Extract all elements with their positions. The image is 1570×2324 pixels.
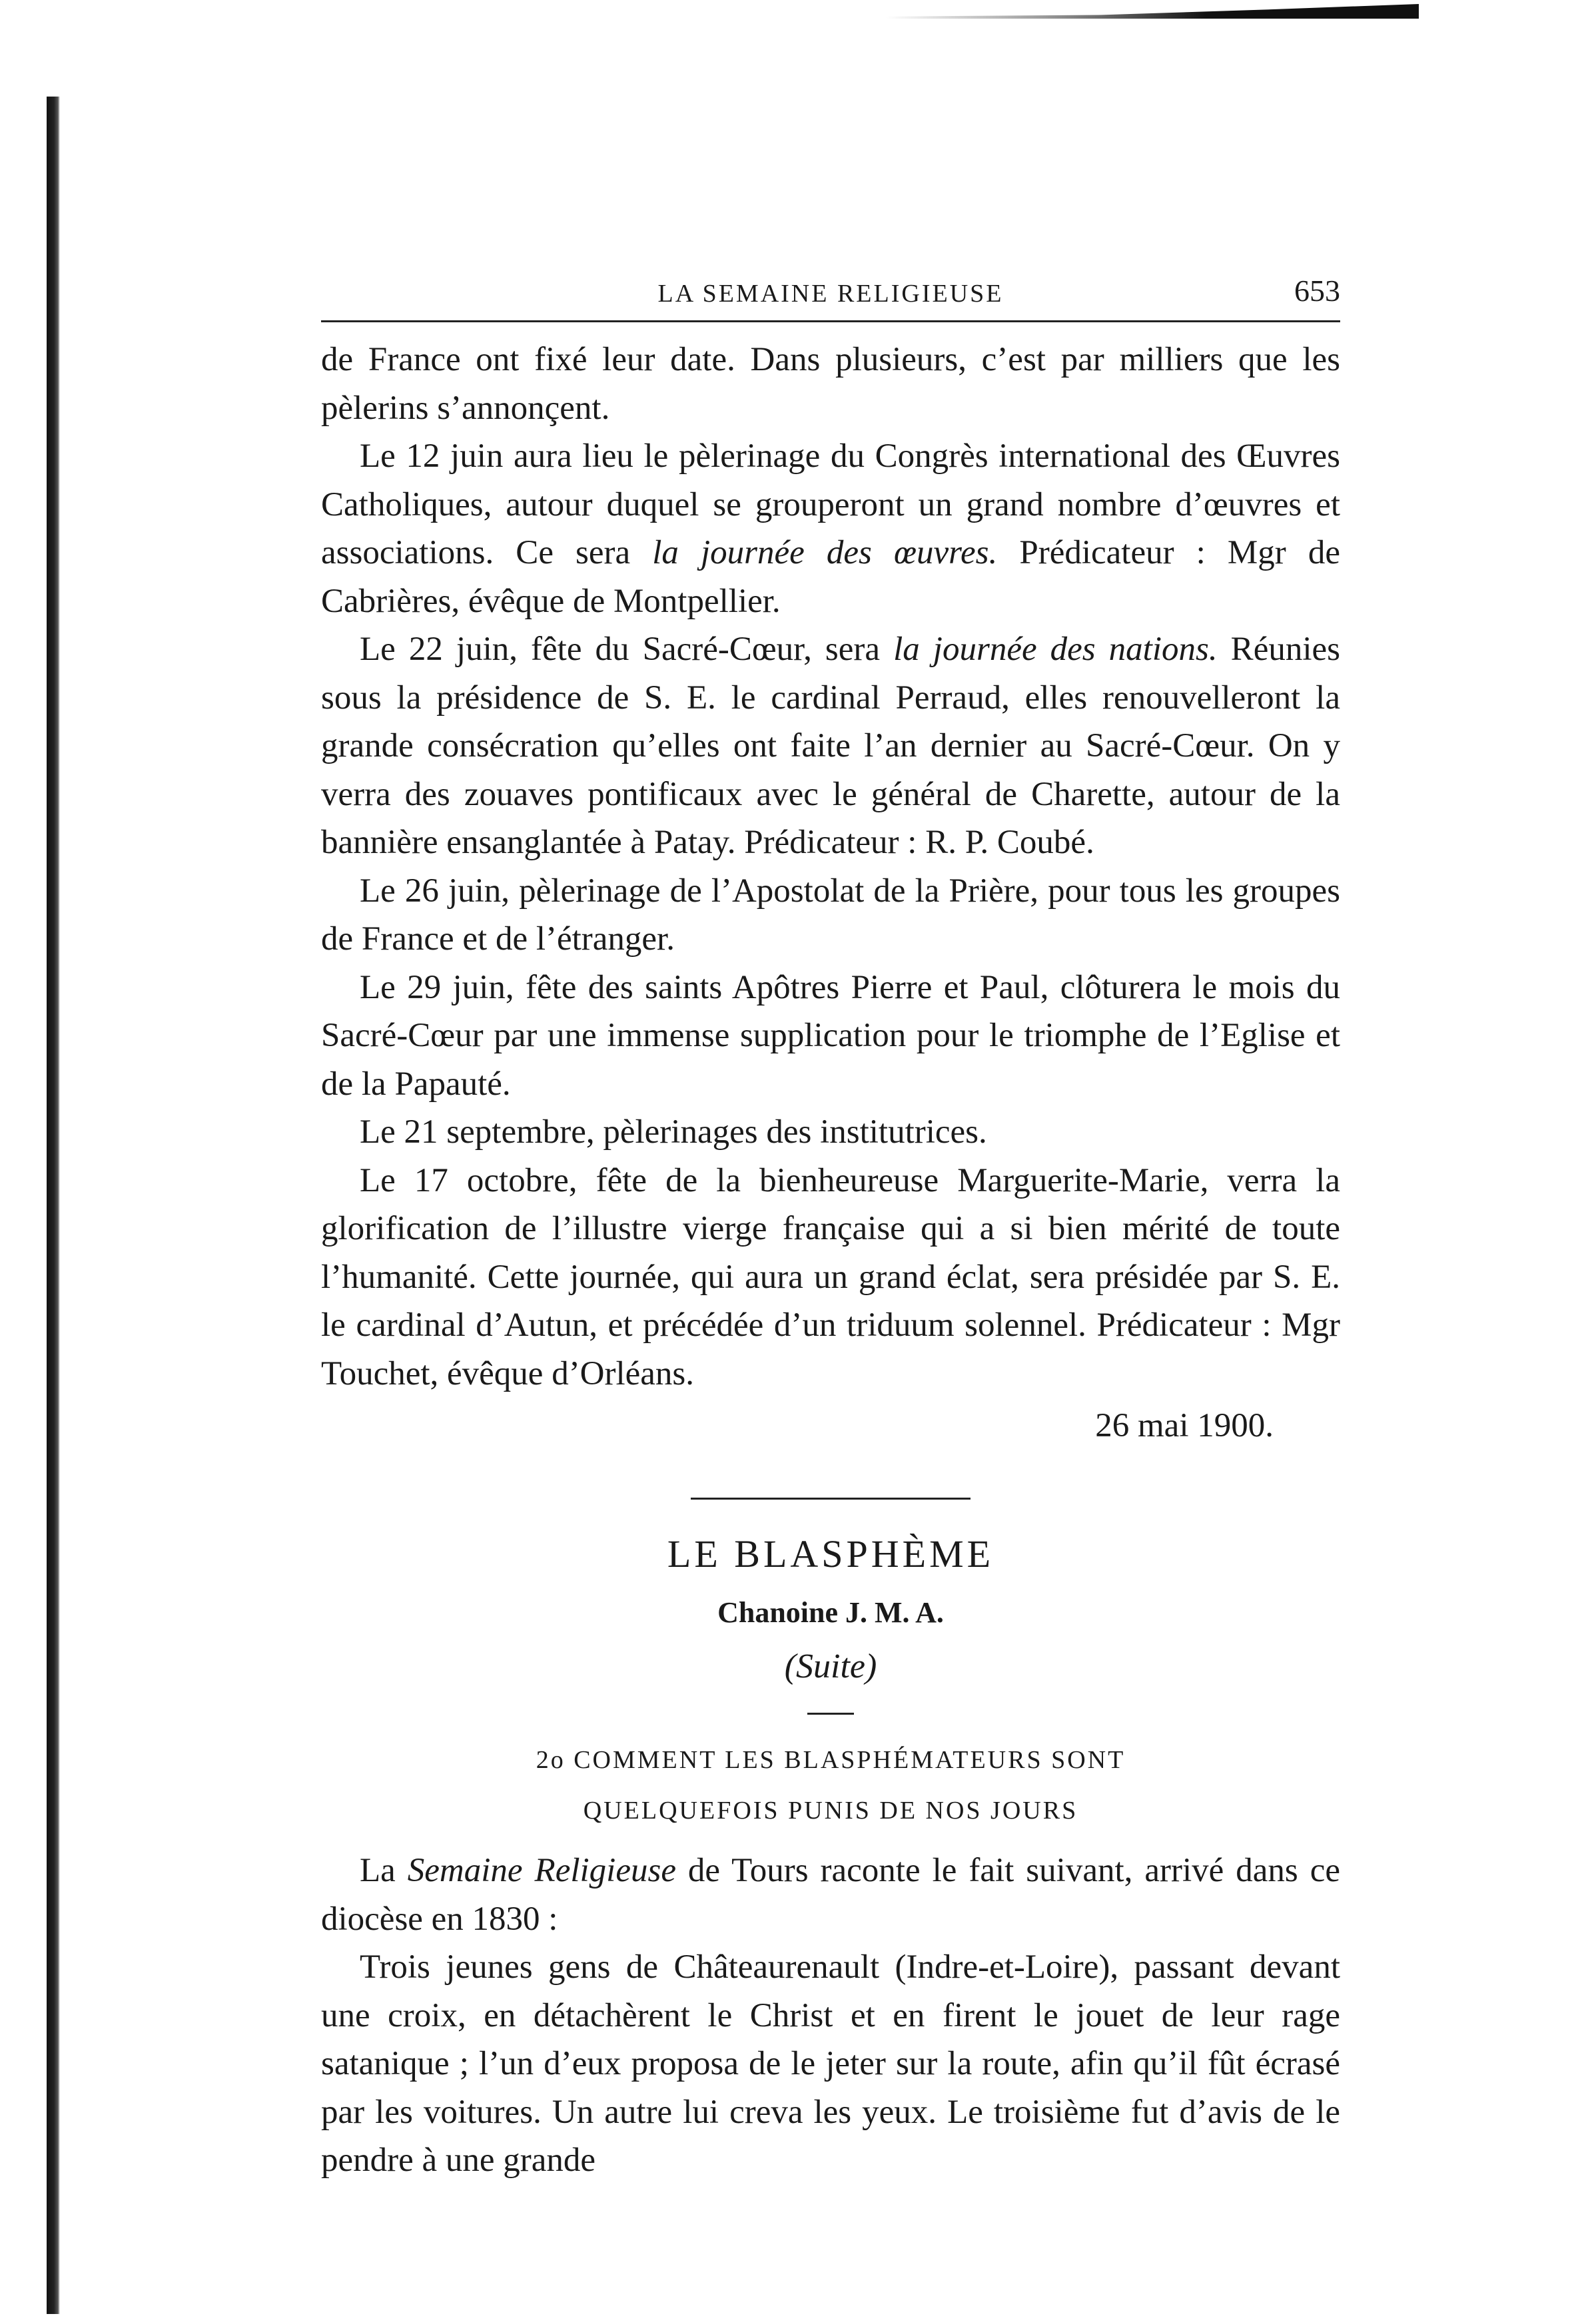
italic-text: la journée des œuvres. (652, 534, 998, 571)
article-title: LE BLASPHÈME (667, 1532, 994, 1576)
paragraph (321, 1943, 1340, 2185)
section-divider (691, 1498, 971, 1500)
text-run: Le 12 juin aura lieu le pèlerinage du Congrès international des Œuvres Catholiques, autour duquel se grouperont un grand nombre d’œuvres et associations. Ce sera (321, 437, 1340, 571)
text-run: de Tours raconte le fait suivant, arrivé dans ce diocèse en 1830 : (321, 1852, 1340, 1938)
text-run: Le 17 octobre, fête de la bienheureuse Marguerite-Marie, verra la glorification de l’illustre vierge française qui a si bien mérité de toute l’humanité. Cette journée, qui aura un grand éclat, sera présidée par S. E. le cardinal d’Autun, et précédée d’un triduum solennel. Prédicateur : Mgr Touchet, évêque d’Orléans. (321, 1161, 1340, 1392)
text-run: La (360, 1852, 408, 1889)
paragraph (321, 336, 1340, 432)
scan-edge-top (886, 4, 1419, 19)
subheading-line-1: 2o COMMENT LES BLASPHÉMATEURS SONT (536, 1746, 1126, 1774)
date-line: 26 mai 1900. (1095, 1407, 1274, 1444)
running-head: LA SEMAINE RELIGIEUSE (657, 280, 1004, 308)
text-run: Le 26 juin, pèlerinage de l’Apostolat de la Prière, pour tous les groupes de France et de l’étranger. (321, 872, 1340, 958)
short-divider (807, 1713, 854, 1715)
text-run: Le 21 septembre, pèlerinages des institutrices. (360, 1113, 987, 1151)
announcement-text (321, 336, 1340, 1398)
article-text (321, 1847, 1340, 2185)
scan-edge-left (47, 97, 60, 2314)
paragraph (321, 1108, 1340, 1157)
page-header (321, 263, 1340, 308)
text-run: de France ont fixé leur date. Dans plusieurs, c’est par milliers que les pèlerins s’annonçent. (321, 341, 1340, 427)
book-page (321, 263, 1340, 2301)
paragraph (321, 1157, 1340, 1398)
paragraph (321, 432, 1340, 625)
text-run: Réunies sous la présidence de S. E. le cardinal Perraud, elles renouvelleront la grande consécration qu’elles ont faite l’an dernier au Sacré-Cœur. On y verra des zouaves pontificaux avec le général de Charette, autour de la bannière ensanglantée à Patay. Prédicateur : R. P. Coubé. (321, 631, 1340, 861)
paragraph (321, 625, 1340, 867)
article-author: Chanoine J. M. A. (717, 1596, 944, 1629)
paragraph (321, 1847, 1340, 1943)
article-continuation: (Suite) (784, 1647, 877, 1685)
italic-text: la journée des nations. (893, 631, 1218, 668)
paragraph (321, 867, 1340, 964)
italic-text: Semaine Religieuse (407, 1852, 676, 1889)
page-number: 653 (1294, 274, 1340, 308)
header-rule (321, 320, 1340, 322)
text-run: Trois jeunes gens de Châteaurenault (Indre-et-Loire), passant devant une croix, en détachèrent le Christ et en firent le jouet de leur rage satanique ; l’un d’eux proposa de le jeter sur la route, afin qu’il fût écrasé par les voitures. Un autre lui creva les yeux. Le troisième fut d’avis de le pendre à une grande (321, 1948, 1340, 2179)
paragraph (321, 964, 1340, 1109)
text-run: Le 22 juin, fête du Sacré-Cœur, sera (360, 631, 894, 668)
text-run: Prédicateur : Mgr de Cabrières, évêque de Montpellier. (321, 534, 1340, 620)
subheading-line-2: QUELQUEFOIS PUNIS DE NOS JOURS (583, 1797, 1078, 1825)
text-run: Le 29 juin, fête des saints Apôtres Pierre et Paul, clôturera le mois du Sacré-Cœur par une immense supplication pour le triomphe de l’Eglise et de la Papauté. (321, 968, 1340, 1103)
